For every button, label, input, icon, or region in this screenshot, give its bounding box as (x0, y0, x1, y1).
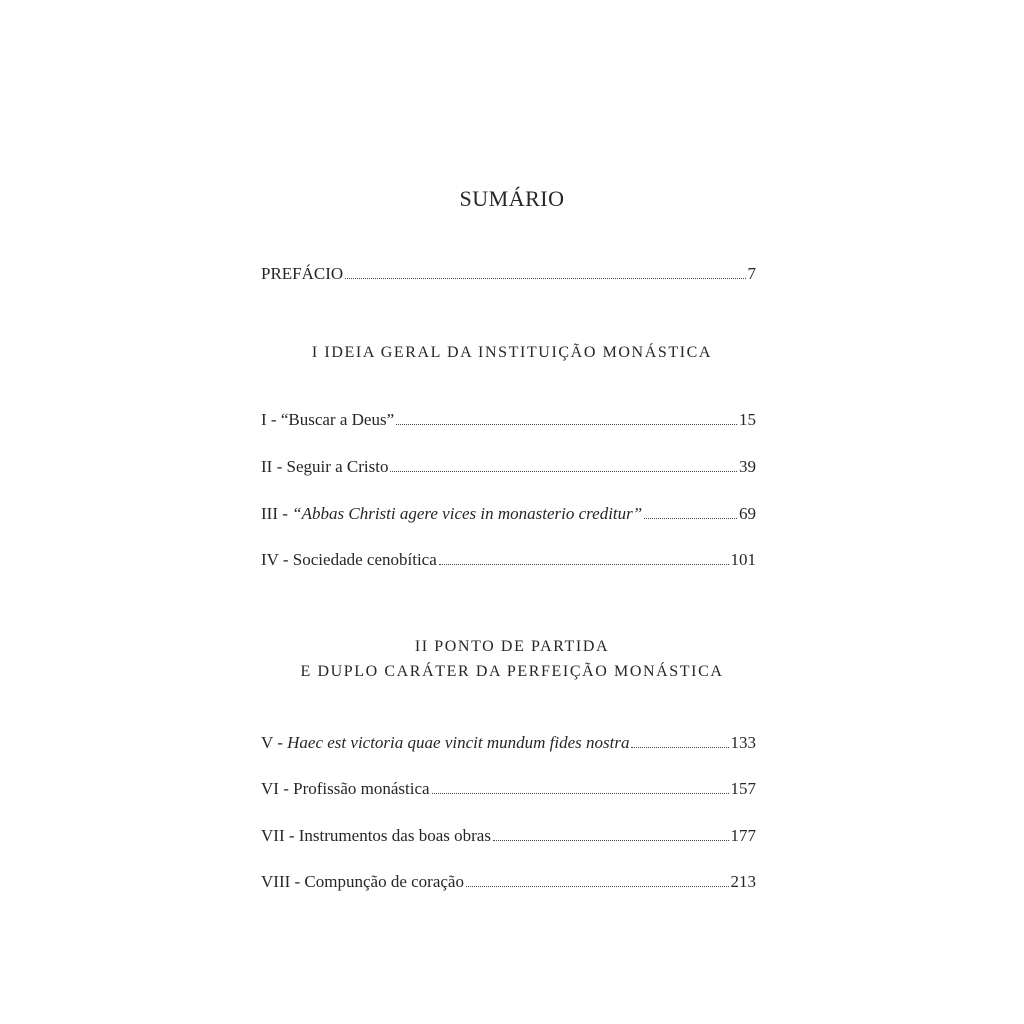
toc-entry-label (261, 826, 491, 846)
toc-entry-label (261, 779, 430, 799)
chapter-title: Compunção de coração (304, 872, 464, 891)
part-2-heading-line-1: II PONTO DE PARTIDA (414, 638, 610, 655)
toc-entry[interactable] (261, 504, 756, 524)
toc-entry[interactable] (261, 550, 756, 570)
toc-entry-label (261, 410, 394, 430)
chapter-number: I - (261, 410, 281, 429)
toc-entry[interactable] (261, 410, 756, 430)
dot-leader (493, 840, 729, 841)
dot-leader (439, 564, 729, 565)
toc-entry-label (261, 504, 642, 524)
toc-entry[interactable] (261, 457, 756, 477)
toc-entry-label (261, 457, 388, 477)
toc-page-number: 7 (747, 264, 756, 283)
part-1-heading: I IDEIA GERAL DA INSTITUIÇÃO MONÁSTICA (311, 344, 713, 361)
dot-leader (345, 278, 745, 279)
chapter-number: VI - (261, 779, 294, 798)
toc-page-number: 177 (730, 826, 756, 845)
toc-page-number: 157 (730, 779, 756, 798)
dot-leader (644, 518, 737, 519)
toc-page-number: 101 (730, 550, 756, 569)
chapter-title: Sociedade cenobítica (292, 550, 437, 569)
chapter-title: Instrumentos das boas obras (298, 826, 491, 845)
chapter-number: IV - (261, 550, 293, 569)
chapter-number: VIII - (261, 872, 305, 891)
chapter-title: Profissão monástica (293, 779, 430, 798)
dot-leader (432, 793, 729, 794)
toc-entry-label (261, 872, 464, 892)
dot-leader (466, 886, 729, 887)
chapter-title: Seguir a Cristo (286, 457, 389, 476)
chapter-title: “Buscar a Deus” (280, 410, 395, 429)
toc-entry-label (261, 733, 629, 753)
toc-entry-label: PREFÁCIO (261, 264, 344, 283)
toc-entry-preface[interactable] (261, 264, 756, 284)
toc-page-number: 15 (739, 410, 756, 429)
toc-page-number: 213 (730, 872, 756, 891)
chapter-number: II - (261, 457, 287, 476)
chapter-number: V - (261, 733, 288, 752)
toc-page-number: 133 (730, 733, 756, 752)
toc-entry[interactable] (261, 826, 756, 846)
toc-entry[interactable] (261, 733, 756, 753)
chapter-number: VII - (261, 826, 299, 845)
dot-leader (396, 424, 737, 425)
page-title: SUMÁRIO (459, 186, 565, 211)
toc-page-number: 69 (739, 504, 756, 523)
dot-leader (631, 747, 728, 748)
toc-entry[interactable] (261, 779, 756, 799)
toc-page-number: 39 (739, 457, 756, 476)
chapter-title: Haec est victoria quae vincit mundum fides nostra (287, 733, 630, 752)
toc-entry-label (261, 550, 437, 570)
dot-leader (390, 471, 737, 472)
toc-entry[interactable] (261, 872, 756, 892)
chapter-title: “Abbas Christi agere vices in monasterio creditur” (292, 504, 643, 523)
part-2-heading-line-2: E DUPLO CARÁTER DA PERFEIÇÃO MONÁSTICA (300, 663, 724, 680)
chapter-number: III - (261, 504, 293, 523)
